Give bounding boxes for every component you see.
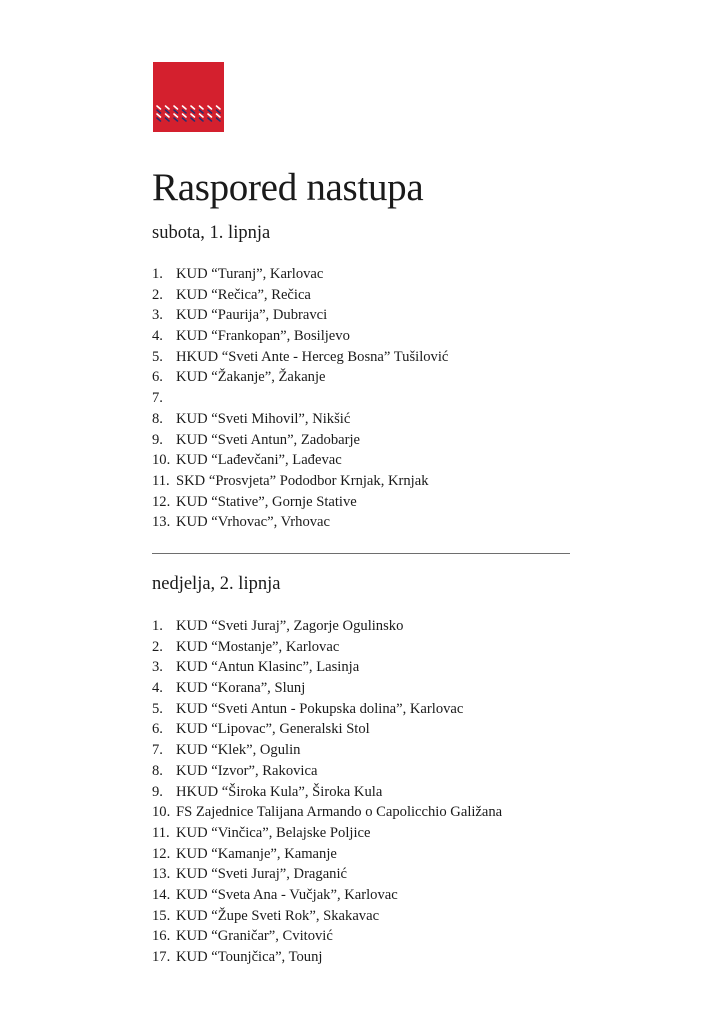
item-text: KUD “Lađevčani”, Lađevac [176, 452, 342, 469]
item-number: 9. [152, 431, 163, 448]
item-text: FS Zajednice Talijana Armando o Capolicchio Galižana [176, 804, 503, 821]
item-number: 4. [152, 328, 163, 345]
item-number: 6. [152, 721, 163, 738]
list-item [152, 264, 448, 285]
item-number: 12. [152, 493, 171, 510]
item-text: KUD “Sveti Juraj”, Zagorje Ogulinsko [176, 618, 404, 634]
page-title: Raspored nastupa [152, 166, 424, 209]
item-text: KUD “Rečica”, Rečica [176, 286, 311, 303]
item-text: KUD “Paurija”, Dubravci [176, 307, 328, 324]
item-text: KUD “Tounjčica”, Tounj [176, 949, 323, 965]
item-number: 10. [152, 452, 171, 469]
list-item [152, 802, 502, 823]
list-item [152, 906, 502, 927]
list-item [152, 844, 502, 865]
section-heading: subota, 1. lipnja [152, 223, 271, 243]
list-item [152, 409, 448, 430]
list-item [152, 285, 448, 306]
item-text: KUD “Vinčica”, Belajske Poljice [176, 824, 371, 841]
list-item [152, 761, 502, 782]
item-number: 8. [152, 410, 163, 427]
list-item [152, 864, 502, 885]
list-item [152, 450, 448, 471]
item-number: 11. [152, 824, 170, 841]
item-text: KUD “Sveti Antun”, Zadobarje [176, 431, 360, 448]
list-item [152, 637, 502, 658]
list-item [152, 305, 448, 326]
item-number: 1. [152, 266, 163, 282]
schedule-section-saturday [152, 221, 572, 531]
list-item [152, 657, 502, 678]
item-text: KUD “Sveti Juraj”, Draganić [176, 866, 348, 883]
item-text: KUD “Korana”, Slunj [176, 680, 306, 697]
item-number: 3. [152, 659, 163, 676]
item-number: 8. [152, 762, 163, 779]
list-item [152, 326, 448, 347]
item-number: 14. [152, 886, 171, 903]
list-item [152, 823, 502, 844]
list-item [152, 782, 502, 803]
list-item [152, 699, 502, 720]
schedule-section-sunday [152, 572, 572, 965]
item-text: KUD “Kamanje”, Kamanje [176, 845, 337, 862]
item-number: 7. [152, 390, 163, 407]
section-heading: nedjelja, 2. lipnja [152, 574, 281, 594]
item-text: KUD “Klek”, Ogulin [176, 742, 301, 759]
item-text: KUD “Stative”, Gornje Stative [176, 493, 357, 510]
list-item [152, 885, 502, 906]
item-text: KUD “Sveti Mihovil”, Nikšić [176, 410, 351, 427]
list-item [152, 947, 502, 968]
item-text: KUD “Sveti Antun - Pokupska dolina”, Karlovac [176, 700, 464, 717]
item-number: 13. [152, 514, 171, 531]
item-number: 17. [152, 949, 171, 965]
item-number: 2. [152, 286, 163, 303]
item-text: KUD “Antun Klasinc”, Lasinja [176, 659, 360, 676]
item-number: 5. [152, 348, 163, 365]
item-text: KUD “Mostanje”, Karlovac [176, 638, 340, 655]
item-text: KUD “Župe Sveti Rok”, Skakavac [176, 907, 380, 924]
item-number: 2. [152, 638, 163, 655]
folk-embroidery-emblem-icon [153, 62, 224, 132]
item-text: KUD “Graničar”, Cvitović [176, 928, 333, 945]
list-item [152, 347, 448, 368]
item-text: SKD “Prosvjeta” Pododbor Krnjak, Krnjak [176, 472, 429, 489]
list-item [152, 471, 448, 492]
item-text: KUD “Vrhovac”, Vrhovac [176, 514, 330, 531]
item-number: 16. [152, 928, 171, 945]
list-item [152, 492, 448, 513]
list-item [152, 926, 502, 947]
item-text: KUD “Izvor”, Rakovica [176, 762, 318, 779]
list-item [152, 616, 502, 637]
item-text: KUD “Žakanje”, Žakanje [176, 369, 326, 386]
item-number: 1. [152, 618, 163, 634]
item-number: 6. [152, 369, 163, 386]
item-number: 5. [152, 700, 163, 717]
item-text: HKUD “Sveti Ante - Herceg Bosna” Tušilović [176, 348, 449, 365]
item-number: 3. [152, 307, 163, 324]
list-item [152, 367, 448, 388]
item-text: KUD “Sveta Ana - Vučjak”, Karlovac [176, 886, 398, 903]
list-item [152, 430, 448, 451]
item-number: 11. [152, 472, 170, 489]
performance-list [152, 264, 448, 533]
list-item [152, 678, 502, 699]
item-number: 4. [152, 680, 163, 697]
performance-list [152, 616, 502, 968]
item-text: KUD “Lipovac”, Generalski Stol [176, 721, 370, 738]
item-number: 13. [152, 866, 171, 883]
item-number: 15. [152, 907, 171, 924]
list-item [152, 388, 448, 409]
item-number: 10. [152, 804, 171, 821]
item-number: 7. [152, 742, 163, 759]
item-text: KUD “Turanj”, Karlovac [176, 266, 324, 282]
item-number: 9. [152, 783, 163, 800]
list-item [152, 719, 502, 740]
item-number: 12. [152, 845, 171, 862]
section-divider [152, 553, 570, 554]
list-item [152, 512, 448, 533]
item-text: KUD “Frankopan”, Bosiljevo [176, 328, 350, 345]
item-text: HKUD “Široka Kula”, Široka Kula [176, 783, 383, 800]
list-item [152, 740, 502, 761]
